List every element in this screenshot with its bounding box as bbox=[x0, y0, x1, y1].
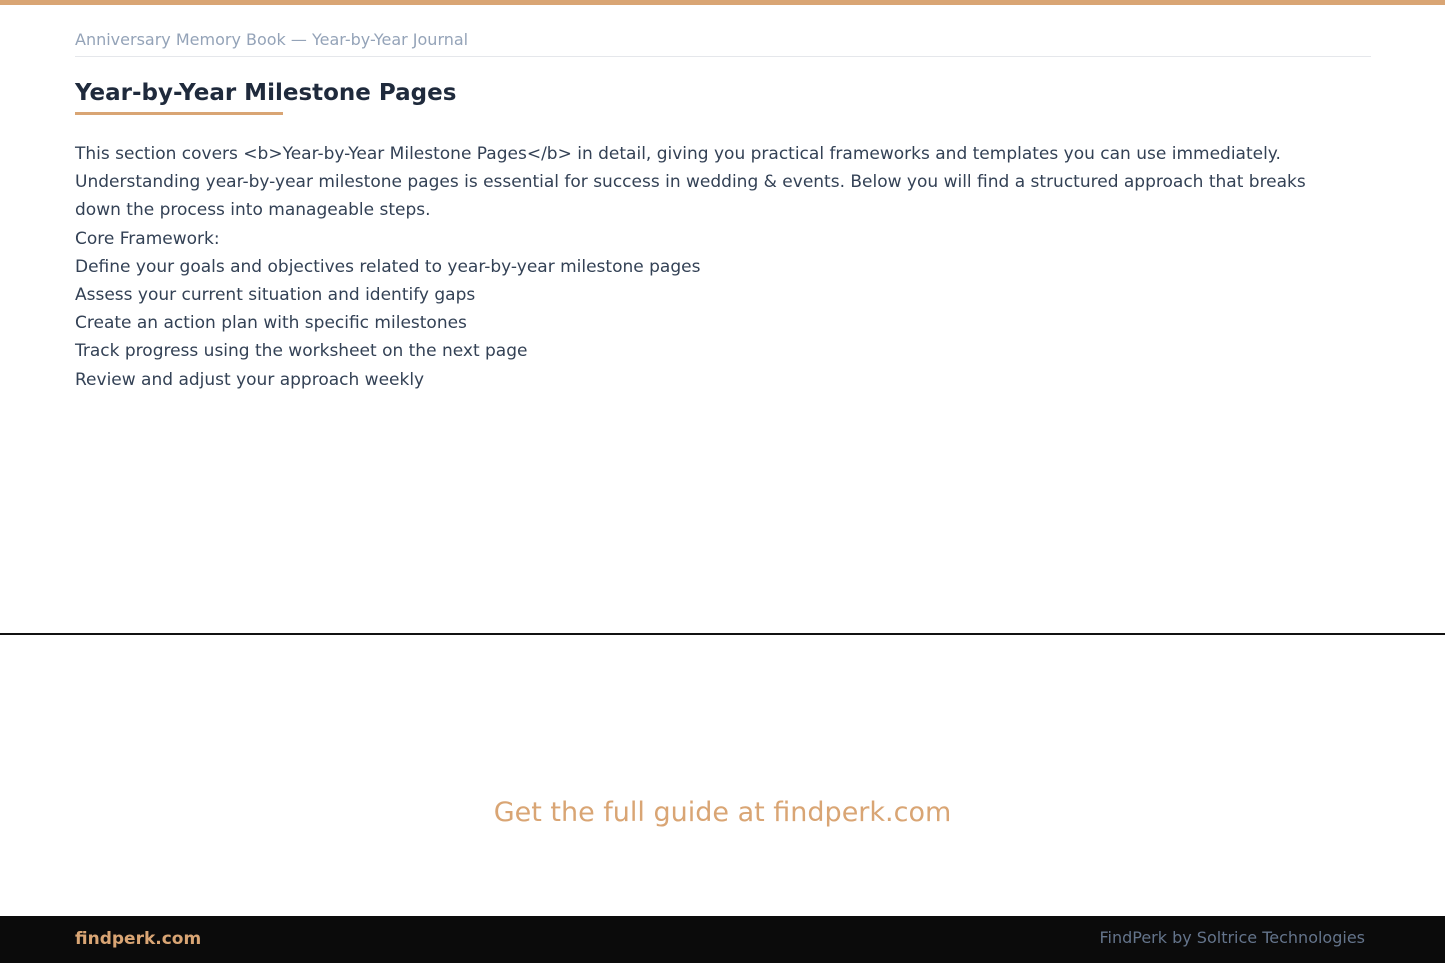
framework-step: Review and adjust your approach weekly bbox=[75, 369, 425, 390]
section-body bbox=[75, 140, 1355, 394]
title-underline bbox=[75, 112, 283, 115]
top-accent-bar bbox=[0, 0, 1445, 5]
header-divider bbox=[75, 56, 1371, 57]
framework-step: Assess your current situation and identify gaps bbox=[75, 285, 476, 306]
footer bbox=[0, 916, 1445, 963]
document-header: Anniversary Memory Book — Year-by-Year Journal bbox=[75, 30, 469, 49]
page-title: Year-by-Year Milestone Pages bbox=[75, 80, 457, 106]
framework-step: Define your goals and objectives related to year-by-year milestone pages bbox=[75, 256, 701, 277]
cta-link[interactable]: Get the full guide at findperk.com bbox=[493, 797, 952, 828]
footer-credit: FindPerk by Soltrice Technologies bbox=[1099, 928, 1365, 947]
framework-step: Track progress using the worksheet on the next page bbox=[75, 341, 528, 362]
intro-paragraph: This section covers <b>Year-by-Year Milestone Pages</b> in detail, giving you practical frameworks and templates you can use immediately. Understanding year-by-year milestone pages is essential for success in wedding & events. Below you will find a structured approach that breaks down the process into manageable steps. bbox=[75, 144, 1306, 221]
framework-label: Core Framework: bbox=[75, 228, 220, 249]
footer-brand-link[interactable]: findperk.com bbox=[75, 929, 202, 949]
framework-step: Create an action plan with specific milestones bbox=[75, 313, 467, 334]
page-divider bbox=[0, 633, 1445, 635]
